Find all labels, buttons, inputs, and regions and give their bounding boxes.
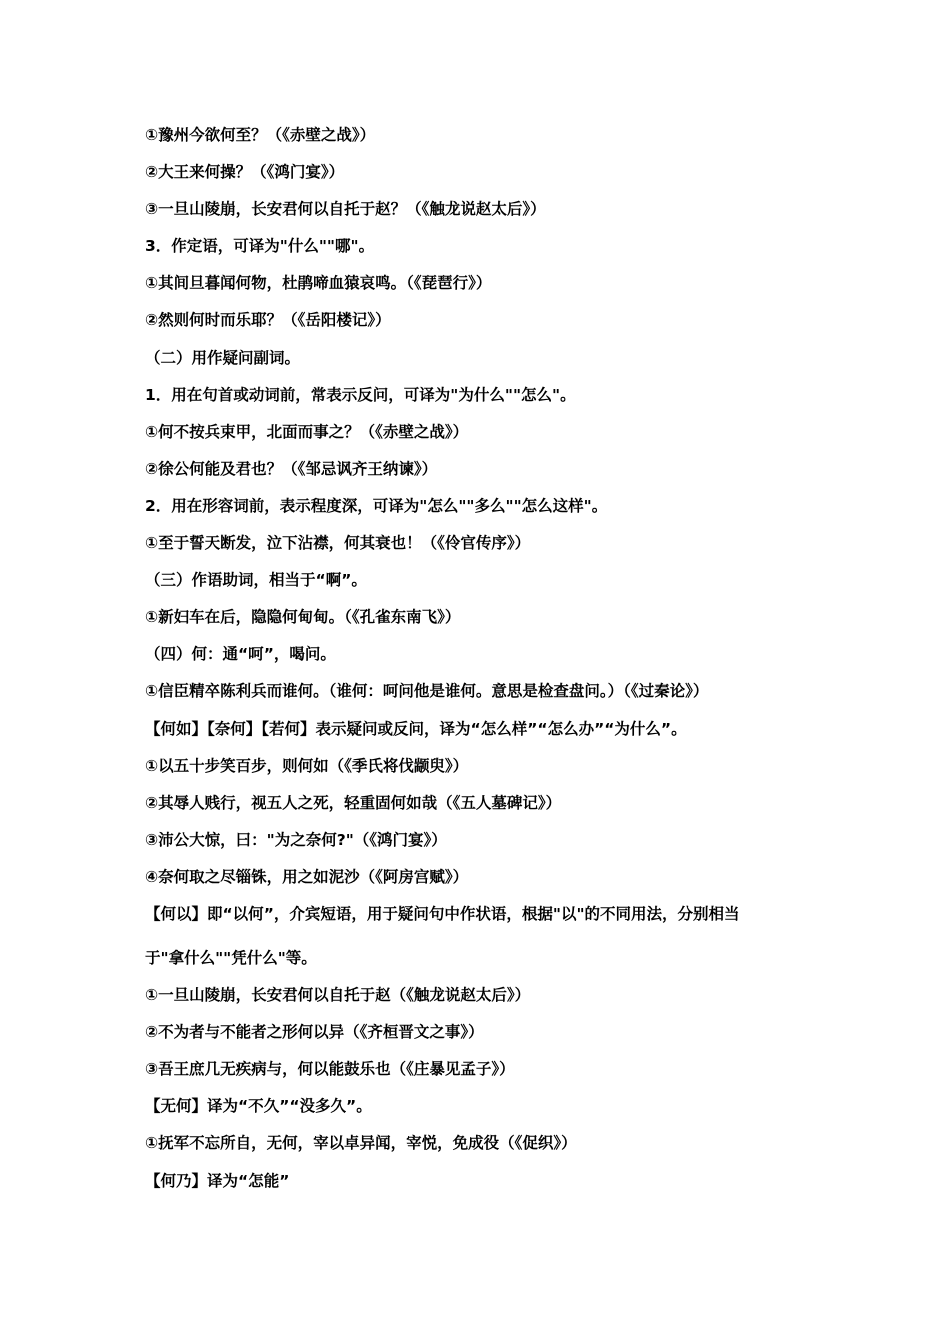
text-line: ①新妇车在后，隐隐何甸甸。（《孔雀东南飞》） bbox=[145, 608, 461, 627]
term-heading: 【无何】译为“不久”“没多久”。 bbox=[145, 1097, 372, 1116]
text-line: ①豫州今欲何至？（《赤壁之战》） bbox=[145, 126, 376, 144]
text-line: ①以五十步笑百步，则何如（《季氏将伐颛臾》） bbox=[145, 756, 469, 775]
section-heading: （三）作语助词，相当于“啊”。 bbox=[145, 571, 367, 590]
text-line: ①一旦山陵崩，长安君何以自托于赵（《触龙说赵太后》） bbox=[145, 986, 531, 1005]
text-line: ④奈何取之尽锱铢，用之如泥沙（《阿房宫赋》） bbox=[145, 867, 469, 886]
text-line: ②其辱人贱行，视五人之死，轻重固何如哉（《五人墓碑记》） bbox=[145, 793, 562, 812]
text-line: 于"拿什么""凭什么"等。 bbox=[145, 948, 317, 967]
term-heading: 【何乃】译为“怎能” bbox=[145, 1171, 290, 1190]
document-body bbox=[145, 122, 825, 1205]
text-line: ①何不按兵束甲，北面而事之？（《赤壁之战》） bbox=[145, 422, 469, 441]
text-line: ③一旦山陵崩，长安君何以自托于赵？（《触龙说赵太后》） bbox=[145, 200, 546, 219]
term-heading: 【何如】【奈何】【若何】表示疑问或反问，译为“怎么样”“怎么办”“为什么”。 bbox=[145, 719, 687, 738]
text-line: ②大王来何操？（《鸿门宴》） bbox=[145, 163, 345, 182]
text-line: ②不为者与不能者之形何以异（《齐桓晋文之事》） bbox=[145, 1023, 484, 1042]
text-line: ②然则何时而乐耶？（《岳阳楼记》） bbox=[145, 311, 391, 330]
section-heading: （四）何：通“呵”，喝问。 bbox=[145, 645, 336, 664]
text-line: 3．作定语，可译为"什么""哪"。 bbox=[145, 237, 375, 256]
text-line: ②徐公何能及君也？（《邹忌讽齐王纳谏》） bbox=[145, 459, 438, 478]
text-line: ③吾王庶几无疾病与，何以能鼓乐也（《庄暴见孟子》） bbox=[145, 1060, 515, 1079]
term-heading: 【何以】即“以何”，介宾短语，用于疑问句中作状语，根据"以"的不同用法，分别相当 bbox=[145, 904, 740, 923]
text-line: 2．用在形容词前，表示程度深，可译为"怎么""多么""怎么这样"。 bbox=[145, 496, 608, 515]
text-line: ①信臣精卒陈利兵而谁何。（谁何：呵问他是谁何。意思是检查盘问。）（《过秦论》） bbox=[145, 682, 709, 701]
text-line: 1．用在句首或动词前，常表示反问，可译为"为什么""怎么"。 bbox=[145, 385, 576, 404]
text-line: ①至于誓天断发，泣下沾襟，何其衰也！（《伶官传序》） bbox=[145, 534, 531, 553]
text-line: ①其间旦暮闻何物，杜鹃啼血猿哀鸣。（《琵琶行》） bbox=[145, 274, 492, 293]
text-line: ③沛公大惊，曰："为之奈何?"（《鸿门宴》） bbox=[145, 830, 447, 849]
section-heading: （二）用作疑问副词。 bbox=[145, 348, 301, 367]
text-line: ①抚军不忘所自，无何，宰以卓异闻，宰悦，免成役（《促织》） bbox=[145, 1134, 577, 1153]
